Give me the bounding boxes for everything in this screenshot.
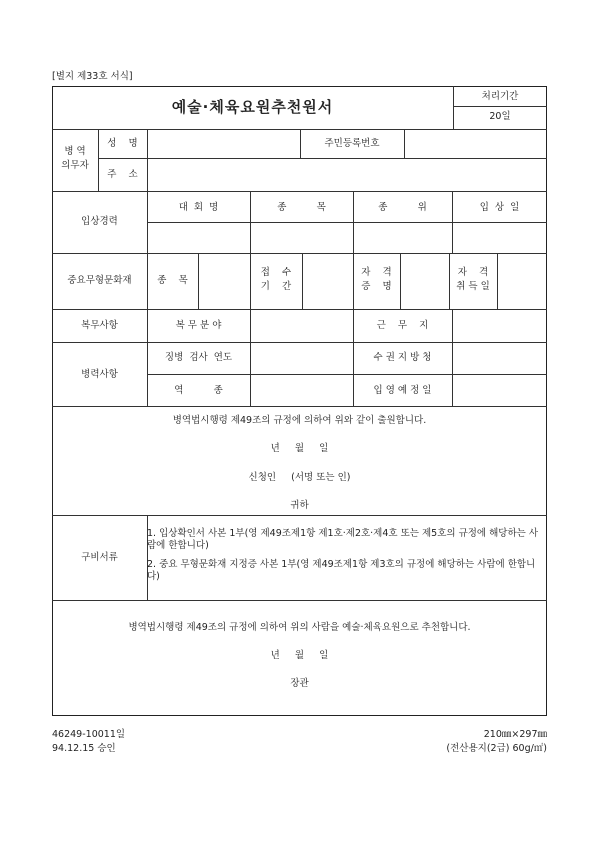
heritage-period-label-1: 접 수 — [260, 267, 292, 278]
career-rank-field[interactable] — [355, 224, 450, 251]
heritage-section-label: 중요무형문화재 — [67, 275, 132, 286]
address-label: 주 소 — [107, 169, 138, 180]
service-section-label: 복무사항 — [81, 320, 118, 331]
recommend-statement: 병역법시행령 제49조의 규정에 의하여 위의 사람을 예술·체육요원으로 추천합니다. — [128, 622, 471, 633]
applicant-section-label-2: 의무자 — [61, 160, 89, 171]
paper-size: 210㎜×297㎜ — [483, 729, 547, 740]
documents-section-label: 구비서류 — [81, 552, 118, 563]
name-field[interactable] — [149, 131, 298, 156]
workplace-label: 근 무 지 — [376, 320, 429, 331]
career-competition-field[interactable] — [149, 224, 248, 251]
heritage-cert-label-2: 증 명 — [361, 281, 392, 292]
workplace-field[interactable] — [454, 311, 545, 340]
enlist-date-label: 입 영 예 정 일 — [373, 385, 432, 396]
request-statement: 병역법시행령 제49조의 규정에 의하여 위와 같이 출원합니다. — [172, 415, 427, 426]
service-type-field[interactable] — [252, 376, 351, 404]
heritage-kind-field[interactable] — [200, 255, 248, 307]
regional-office-field[interactable] — [454, 344, 545, 372]
request-date: 년 월 일 — [270, 443, 329, 454]
approval-date: 94.12.15 승인 — [52, 743, 116, 754]
address-field[interactable] — [149, 160, 545, 189]
name-label: 성 명 — [107, 138, 138, 149]
career-date-field[interactable] — [454, 224, 545, 251]
applicant-signature[interactable]: 신청인 (서명 또는 인) — [248, 472, 351, 483]
exam-year-field[interactable] — [252, 344, 351, 372]
recommend-date: 년 월 일 — [270, 650, 329, 661]
resident-number-field[interactable] — [406, 131, 545, 156]
service-field-label: 복 무 분 야 — [175, 320, 222, 331]
career-section-label: 입상경력 — [81, 216, 118, 227]
heritage-cert-field[interactable] — [402, 255, 447, 307]
processing-period-label: 처리기간 — [481, 91, 519, 102]
career-event-field[interactable] — [252, 224, 351, 251]
request-recipient: 귀하 — [290, 500, 309, 511]
exam-year-label: 징병 검사 연도 — [164, 352, 233, 363]
heritage-period-field[interactable] — [304, 255, 351, 307]
form-code: 46249-10011일 — [52, 729, 126, 740]
minister-signature: 장관 — [290, 678, 309, 689]
heritage-period-label-2: 기 간 — [260, 281, 292, 292]
heritage-acquire-field[interactable] — [499, 255, 545, 307]
career-col-competition: 대 회 명 — [178, 202, 219, 213]
career-col-date: 입 상 일 — [479, 202, 520, 213]
service-field-input[interactable] — [252, 311, 351, 340]
enlist-date-field[interactable] — [454, 376, 545, 404]
career-col-event: 종 목 — [277, 202, 326, 213]
document-item-2: 2. 중요 무형문화재 지정증 사본 1부(영 제49조제1항 제3호의 규정에 해당하는 사람에 한합니다) — [147, 559, 536, 582]
military-section-label: 병력사항 — [81, 369, 118, 380]
resident-number-label: 주민등록번호 — [324, 138, 380, 149]
processing-period-value: 20일 — [489, 111, 511, 122]
paper-type: (전산용지(2급) 60g/㎡) — [446, 743, 547, 754]
regional-office-label: 수 권 지 방 청 — [373, 352, 432, 363]
form-title: 예술·체육요원추천원서 — [171, 98, 334, 116]
document-item-1: 1. 입상확인서 사본 1부(영 제49조제1항 제1호·제2호·제4호 또는 제5호의 규정에 해당하는 사람에 한합니다) — [147, 528, 539, 551]
form-number-label: [별지 제33호 서식] — [52, 71, 133, 82]
heritage-cert-label-1: 자 격 — [361, 267, 392, 278]
heritage-acquire-label-1: 자 격 — [457, 267, 489, 278]
service-type-label: 역 종 — [174, 385, 223, 396]
applicant-section-label-1: 병 역 — [64, 146, 86, 157]
heritage-kind-label: 종 목 — [157, 275, 188, 286]
career-col-rank: 종 위 — [378, 202, 427, 213]
heritage-acquire-label-2: 취 득 일 — [456, 281, 490, 292]
